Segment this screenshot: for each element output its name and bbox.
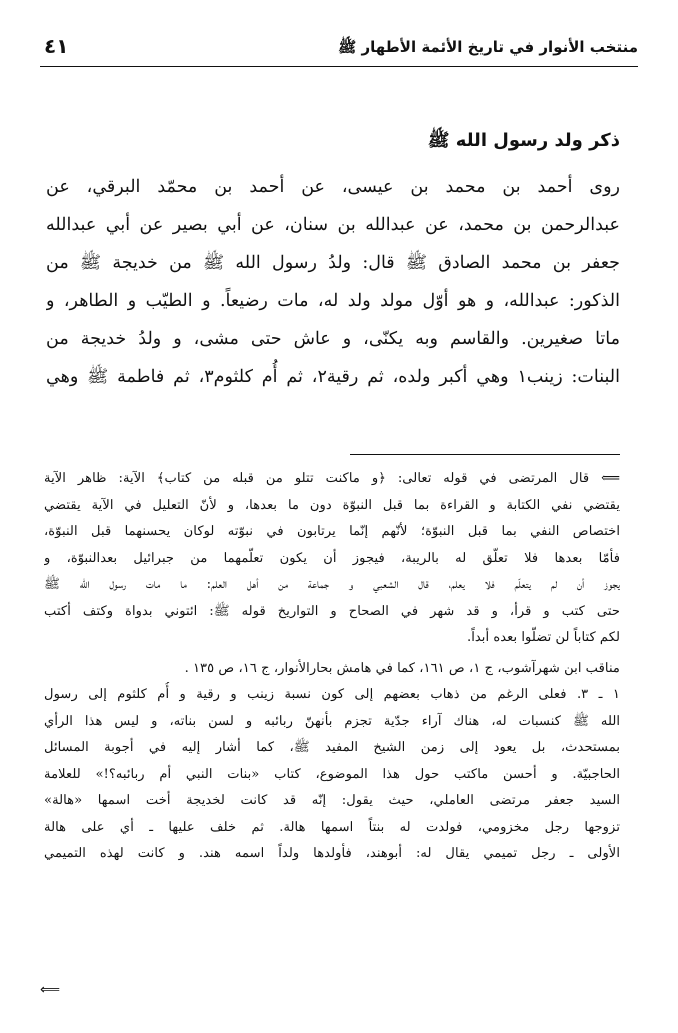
running-title: منتخب الأنوار في تاريخ الأئمة الأطهار ﷺ (338, 38, 638, 56)
main-text (46, 124, 620, 396)
footnote-rule (350, 454, 620, 455)
footnote-line: لكم كتاباً لن تضلّوا بعده أبداً. (467, 630, 620, 645)
main-line: روى أحمد بن محمد بن عيسى، عن أحمد بن محمّد البرقي، عن (46, 177, 620, 197)
footnote-line: حتى كتب و قرأ، و قد شهر في الصحاح و التواريخ قوله ﷺ: ائتوني بدواة وكتف أكتب (44, 603, 620, 619)
footnote-line: ١ ـ ٣. فعلى الرغم من ذهاب بعضهم إلى كون نسبة زينب و رقية و أُم كلثوم إلى رسول (44, 687, 620, 702)
footnote-line: مناقب ابن شهرآشوب، ج ١، ص ١٦١، كما في هامش بحارالأنوار، ج ١٦، ص ١٣٥ . (184, 660, 620, 676)
footnote-line: ⟸ قال المرتضى في قوله تعالى: ﴿و ماكنت تتلو من قبله من كتاب﴾ الآية: ظاهر الآية (44, 471, 620, 486)
footnote-line: الحاجبيّة. و أحسن ماكتب حول هذا الموضوع، كتاب «بنات النبي أم ربائبه؟!» للعلامة (44, 766, 620, 782)
footnote-line: الله ﷺ كنسبات له، هناك آراء جدّية تجزم بأنهنّ ربائبه و لسن بناته، و ليس هذا الرأي (44, 713, 620, 729)
footnote-line: يقتضي نفي الكتابة و القراءة بما قبل النبوّة دون ما بعدها، و لأنّ التعليل في الآية يقتضي (44, 497, 620, 513)
page-header (40, 34, 638, 64)
footnote-line: فأمّا بعدها فلا تعلّق له بالريبة، فيجوز أن يكون تعلّمهما من جبرائيل بعدالنبوّة، و (44, 550, 620, 566)
header-rule (40, 66, 638, 67)
footnotes (44, 466, 620, 868)
section-heading: ذكر ولد رسول الله ﷺ (427, 130, 620, 151)
footnote-line: السيد جعفر مرتضى العاملي، حيث يقول: إنّه قد كانت لخديجة أخت اسمها «هالة» (44, 793, 620, 808)
footnote-line: اختصاص النفي بما قبل النبوّة؛ لأنّهم إنّما يرتابون في نبوّته لوكان يحسنهما قبل النبوّة، (44, 524, 620, 539)
footnote-line: يجوز أن لم يتعلّم فلا يعلم، قال الشعبي و جماعة من أهل العلم: ما مات رسول الله ﷺ (44, 577, 620, 592)
main-line: الذكور: عبدالله، و هو أوّل مولد ولد له، مات رضيعاً. و الطيّب و الطاهر، و (46, 291, 620, 311)
footnote-line: تزوجها رجل مخزومي، فولدت له بنتاً اسمها هالة. ثم خلف عليها ـ أي على هالة (44, 819, 620, 835)
main-line: ماتا صغيرين. والقاسم وبه يكنّى، و عاش حتى مشى، و ولدُ خديجة من (46, 329, 620, 349)
main-line: عبدالرحمن بن محمد، عن عبدالله بن سنان، عن أبي بصير عن أبي عبدالله (46, 215, 620, 235)
main-line: البنات: زينب١ وهي أكبر ولده، ثم رقية٢، ثم أُم كلثوم٣، ثم فاطمة ﷺ وهي (46, 367, 620, 387)
footnote-line: الأولى ـ رجل تميمي يقال له: أبوهند، فأولدها ولداً اسمه هند. و كانت لهذه التميمي (44, 846, 620, 861)
continuation-arrow-icon: ⟸ (40, 982, 61, 998)
footnote-line: بمستحدث، بل يعود إلى زمن الشيخ المفيد ﷺ، كما أشار إليه في أجوبة المسائل (44, 740, 620, 755)
page-number: ٤١ (44, 34, 69, 58)
main-line: جعفر بن محمد الصادق ﷺ قال: ولدُ رسول الله ﷺ من خديجة ﷺ من (46, 253, 620, 273)
